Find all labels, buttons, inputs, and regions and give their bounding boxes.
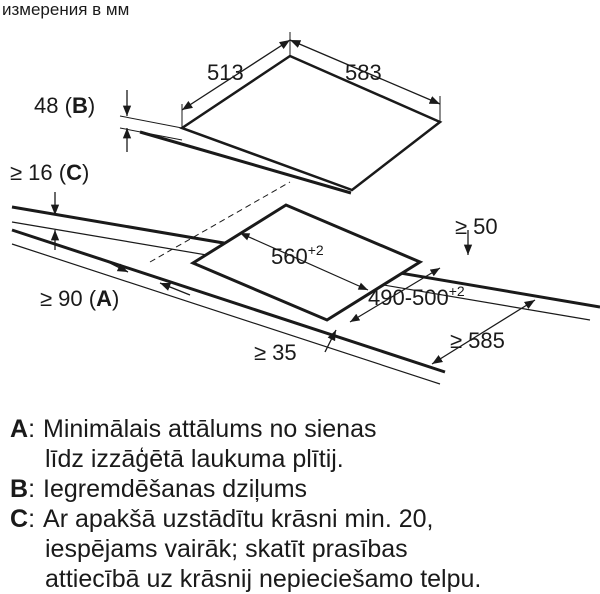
label-c-dim: ≥ 16 (10, 160, 53, 185)
label-top-width: 583 (345, 60, 382, 85)
label-cut-depth-tol: +2 (448, 283, 465, 299)
legend-item-a: A : Minimālais attālums no sienas (10, 415, 377, 443)
legend-key-b: B (10, 475, 29, 503)
legend-text-c-line2: iespējams vairāk; skatīt prasības (45, 535, 408, 563)
label-a-letter: A (96, 286, 113, 311)
label-a: ≥ 90 (A) (40, 286, 120, 311)
legend-item-b: B : Iegremdēšanas dziļums (10, 475, 308, 503)
label-b: 48 (B) (34, 93, 96, 118)
label-right-gap: ≥ 50 (455, 214, 498, 239)
label-a-dim: ≥ 90 (40, 286, 83, 311)
label-b-dim: 48 (34, 93, 59, 118)
label-cut-width-tol: +2 (307, 242, 324, 258)
label-cut-depth-value: 490-500 (368, 285, 449, 310)
label-c: ≥ 16 (C) (10, 160, 90, 185)
legend (10, 414, 595, 594)
legend-key-c: C (10, 505, 29, 533)
cooktop (140, 56, 440, 193)
legend-key-a: A (10, 415, 29, 443)
label-top-depth: 513 (207, 60, 244, 85)
label-c-letter: C (66, 160, 83, 185)
label-cut-width-value: 560 (271, 244, 308, 269)
units-caption: измерения в мм (2, 0, 130, 19)
legend-text-b-line1: Iegremdēšanas dziļums (43, 475, 308, 503)
legend-text-a-line2: līdz izzāģētā laukuma plītij. (45, 445, 344, 473)
legend-item-c: C : Ar apakšā uzstādītu krāsni min. 20, (10, 505, 434, 533)
label-cut-depth (368, 283, 465, 310)
label-worktop-depth: ≥ 585 (450, 328, 505, 353)
label-b-letter: B (71, 93, 88, 118)
label-front-gap: ≥ 35 (254, 340, 297, 365)
legend-text-a-line1: Minimālais attālums no sienas (43, 415, 377, 443)
legend-text-c-line3: attiecībā uz krāsnij nepieciešamo telpu. (45, 565, 482, 593)
legend-text-c-line1: Ar apakšā uzstādītu krāsni min. 20, (43, 505, 434, 533)
